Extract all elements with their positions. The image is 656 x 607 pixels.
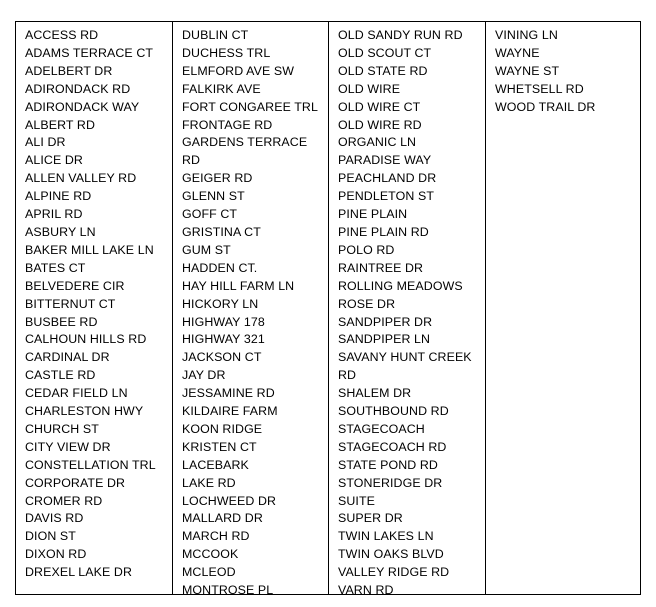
street-column-2: [173, 22, 329, 594]
street-name: ROSE DR: [338, 296, 396, 311]
street-name: DIXON RD: [25, 547, 87, 562]
street-name: SANDPIPER LN: [338, 332, 431, 347]
street-name: CASTLE RD: [25, 368, 96, 383]
street-name: TWIN OAKS BLVD: [338, 547, 444, 562]
street-name: HICKORY LN: [182, 296, 259, 311]
street-name: PARADISE WAY: [338, 153, 432, 168]
street-name: VINING LN: [495, 28, 558, 42]
street-name: MONTROSE PL: [182, 583, 274, 594]
street-name: CORPORATE DR: [25, 475, 126, 490]
street-name: ALI DR: [25, 135, 66, 150]
street-name: FORT CONGAREE TRL: [182, 99, 318, 114]
street-name: BELVEDERE CIR: [25, 278, 125, 293]
street-name: FRONTAGE RD: [182, 117, 273, 132]
street-name: CONSTELLATION TRL: [25, 457, 156, 472]
street-name: KOON RIDGE: [182, 421, 263, 436]
street-name: GRISTINA CT: [182, 224, 261, 239]
street-name: OLD WIRE CT: [338, 99, 421, 114]
street-name: CROMER RD: [25, 493, 103, 508]
street-name: GUM ST: [182, 242, 231, 257]
street-name: MARCH RD: [182, 529, 250, 544]
street-name: KILDAIRE FARM: [182, 404, 278, 419]
street-name: PENDLETON ST: [338, 189, 434, 204]
street-name: DUBLIN CT: [182, 28, 249, 42]
street-name: CEDAR FIELD LN: [25, 386, 128, 401]
street-name: SAVANY HUNT CREEK RD: [338, 350, 472, 383]
street-column-3: [329, 22, 486, 594]
street-name: STATE POND RD: [338, 457, 438, 472]
street-name: ALICE DR: [25, 153, 83, 168]
street-name: STAGECOACH RD: [338, 439, 447, 454]
street-name: PEACHLAND DR: [338, 171, 437, 186]
street-name: OLD STATE RD: [338, 63, 428, 78]
street-name: BAKER MILL LAKE LN: [25, 242, 154, 257]
street-name: VALLEY RIDGE RD: [338, 565, 450, 580]
street-name: DION ST: [25, 529, 76, 544]
street-name: ELMFORD AVE SW: [182, 63, 295, 78]
street-name: DUCHESS TRL: [182, 45, 271, 60]
street-name: LAKE RD: [182, 475, 236, 490]
street-name: ACCESS RD: [25, 28, 99, 42]
street-name: ADAMS TERRACE CT: [25, 45, 154, 60]
street-name: CALHOUN HILLS RD: [25, 332, 147, 347]
street-name: ASBURY LN: [25, 224, 96, 239]
street-name: APRIL RD: [25, 207, 83, 222]
street-name: GEIGER RD: [182, 171, 253, 186]
street-name: JAY DR: [182, 368, 226, 383]
street-name: PINE PLAIN RD: [338, 224, 429, 239]
street-name: ORGANIC LN: [338, 135, 417, 150]
street-name: HADDEN CT.: [182, 260, 258, 275]
street-name: OLD SANDY RUN RD: [338, 28, 463, 42]
street-name: WAYNE ST: [495, 63, 560, 78]
street-name: OLD WIRE: [338, 81, 401, 96]
street-name: MALLARD DR: [182, 511, 263, 526]
street-name: SHALEM DR: [338, 386, 412, 401]
street-name: WHETSELL RD: [495, 81, 584, 96]
street-name: BUSBEE RD: [25, 314, 98, 329]
street-name: HIGHWAY 321: [182, 332, 265, 347]
street-name: STAGECOACH: [338, 421, 425, 436]
street-name: ROLLING MEADOWS: [338, 278, 463, 293]
street-name: WOOD TRAIL DR: [495, 99, 596, 114]
street-name: STONERIDGE DR SUITE: [338, 475, 443, 508]
street-name: LACEBARK: [182, 457, 249, 472]
street-name: CITY VIEW DR: [25, 439, 111, 454]
street-name: ADELBERT DR: [25, 63, 113, 78]
street-name: BATES CT: [25, 260, 86, 275]
street-name: OLD WIRE RD: [338, 117, 422, 132]
street-name: POLO RD: [338, 242, 395, 257]
street-name: PINE PLAIN: [338, 207, 408, 222]
street-name: KRISTEN CT: [182, 439, 257, 454]
street-name: JACKSON CT: [182, 350, 262, 365]
street-name: TWIN LAKES LN: [338, 529, 434, 544]
street-name: FALKIRK AVE: [182, 81, 261, 96]
street-name: OLD SCOUT CT: [338, 45, 432, 60]
street-name: SOUTHBOUND RD: [338, 404, 449, 419]
street-column-4: [486, 22, 640, 594]
street-name: MCLEOD: [182, 565, 236, 580]
street-name: CARDINAL DR: [25, 350, 110, 365]
street-name: LOCHWEED DR: [182, 493, 277, 508]
street-name: GOFF CT: [182, 207, 238, 222]
street-list-table: [15, 21, 641, 595]
street-name: HAY HILL FARM LN: [182, 278, 295, 293]
street-name: HIGHWAY 178: [182, 314, 265, 329]
street-name: ALLEN VALLEY RD: [25, 171, 137, 186]
street-name: ALBERT RD: [25, 117, 95, 132]
street-name: BITTERNUT CT: [25, 296, 116, 311]
street-name: MCCOOK: [182, 547, 239, 562]
street-name: JESSAMINE RD: [182, 386, 275, 401]
street-name: DREXEL LAKE DR: [25, 565, 132, 580]
street-name: GARDENS TERRACE RD: [182, 135, 308, 168]
street-name: ADIRONDACK RD: [25, 81, 131, 96]
street-name: ALPINE RD: [25, 189, 92, 204]
street-name: GLENN ST: [182, 189, 245, 204]
street-name: SUPER DR: [338, 511, 403, 526]
street-name: SANDPIPER DR: [338, 314, 433, 329]
street-name: CHURCH ST: [25, 421, 99, 436]
street-name: CHARLESTON HWY: [25, 404, 144, 419]
street-name: DAVIS RD: [25, 511, 84, 526]
street-column-1: [16, 22, 173, 594]
street-name: RAINTREE DR: [338, 260, 424, 275]
street-name: WAYNE: [495, 45, 540, 60]
street-name: VARN RD: [338, 583, 394, 594]
street-name: ADIRONDACK WAY: [25, 99, 140, 114]
